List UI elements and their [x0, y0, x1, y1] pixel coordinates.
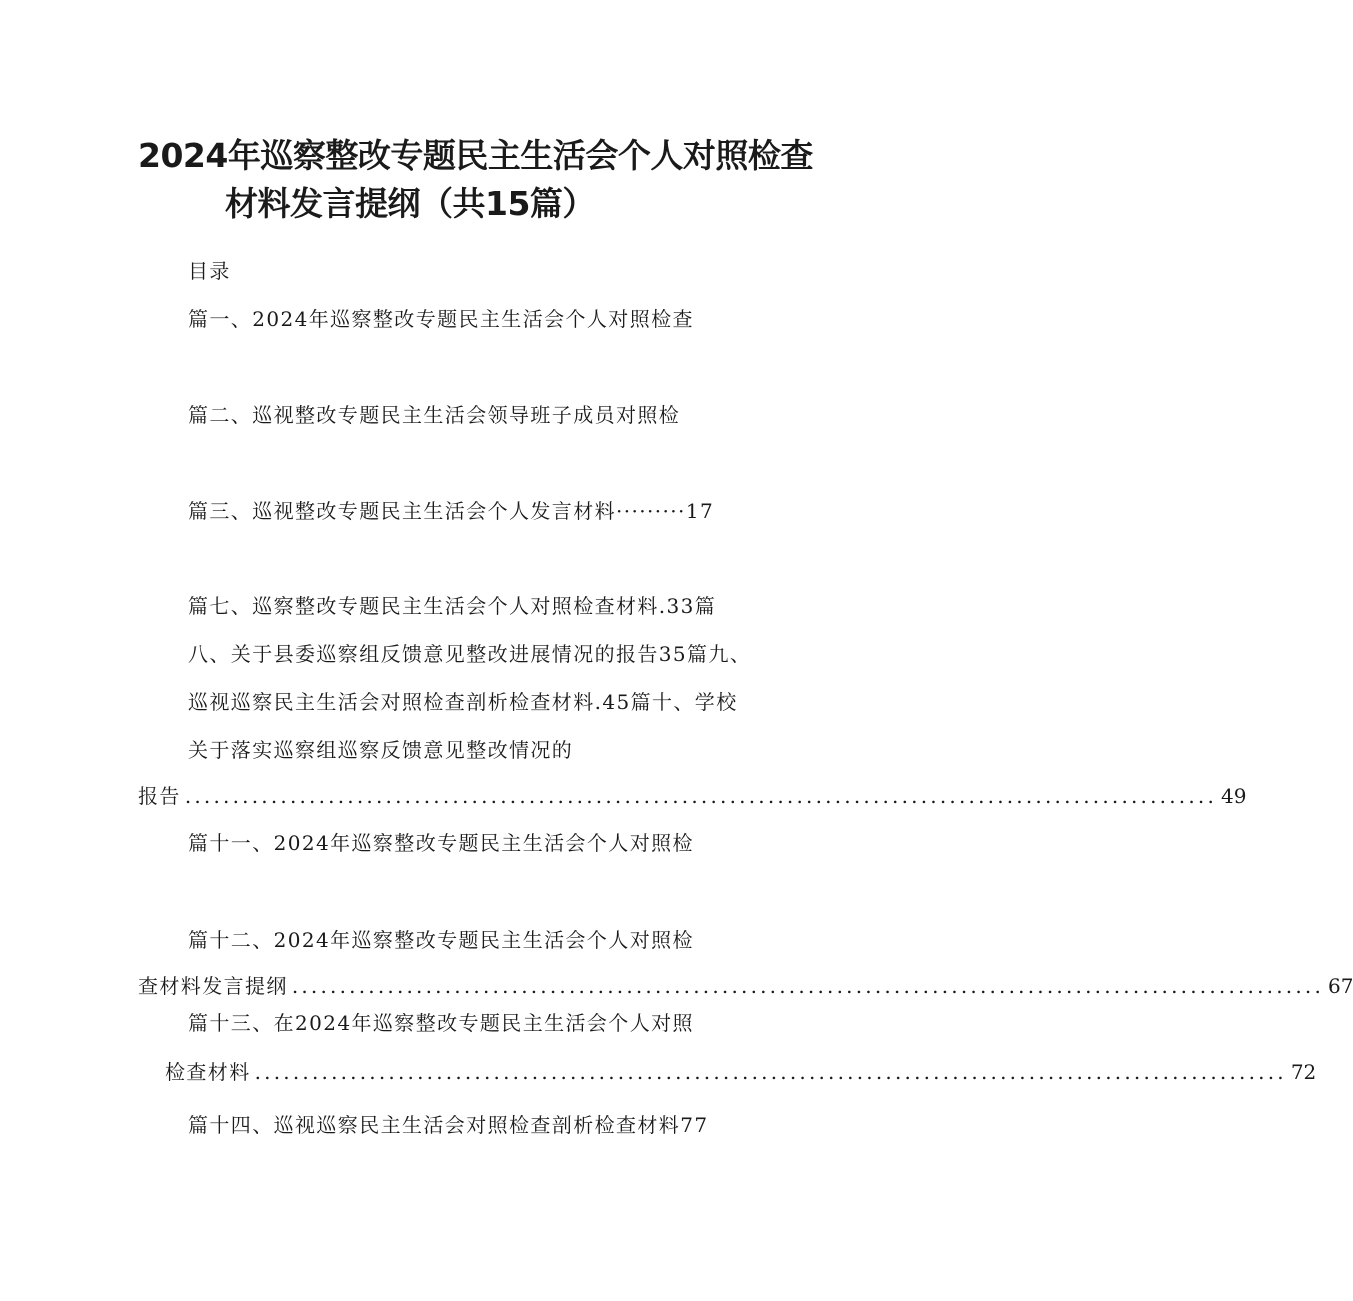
toc-entry-7: 篇七、巡察整改专题民主生活会个人对照检查材料.33篇 [188, 594, 717, 618]
toc-page-number: 49 [1221, 784, 1247, 808]
toc-page-number: 67 [1328, 974, 1353, 998]
document-title-line-1: 2024年巡察整改专题民主生活会个人对照检查 [138, 136, 813, 175]
toc-entry-8: 八、关于县委巡察组反馈意见整改进展情况的报告35篇九、 [188, 642, 752, 666]
toc-entry-12-line-1: 篇十二、2024年巡察整改专题民主生活会个人对照检 [188, 928, 694, 952]
toc-entry-10-report [138, 782, 1247, 810]
toc-entry-3: 篇三、巡视整改专题民主生活会个人发言材料·········17 [188, 499, 715, 523]
toc-entry-11: 篇十一、2024年巡察整改专题民主生活会个人对照检 [188, 831, 694, 855]
document-title-line-2: 材料发言提纲（共15篇） [225, 184, 595, 223]
toc-entry-14: 篇十四、巡视巡察民主生活会对照检查剖析检查材料77 [188, 1113, 709, 1137]
toc-entry-label: 报告 [138, 784, 181, 808]
toc-entry-13-line-2 [165, 1058, 1317, 1086]
dot-leader: ............................................................................................................ [184, 784, 1218, 808]
toc-entry-label: 查材料发言提纲 [138, 974, 288, 998]
toc-entry-9: 巡视巡察民主生活会对照检查剖析检查材料.45篇十、学校 [188, 690, 738, 714]
toc-page-number: 72 [1290, 1060, 1317, 1084]
dot-leader: ............................................................................................................ [254, 1060, 1287, 1084]
toc-entry-10: 关于落实巡察组巡察反馈意见整改情况的 [188, 738, 574, 762]
toc-entry-12-line-2 [138, 972, 1353, 1000]
dot-leader: ............................................................................................................ [291, 974, 1325, 998]
toc-heading: 目录 [188, 259, 231, 283]
toc-entry-1: 篇一、2024年巡察整改专题民主生活会个人对照检查 [188, 307, 694, 331]
toc-entry-label: 检查材料 [165, 1060, 251, 1084]
toc-entry-2: 篇二、巡视整改专题民主生活会领导班子成员对照检 [188, 403, 681, 427]
toc-entry-13-line-1: 篇十三、在2024年巡察整改专题民主生活会个人对照 [188, 1011, 694, 1035]
